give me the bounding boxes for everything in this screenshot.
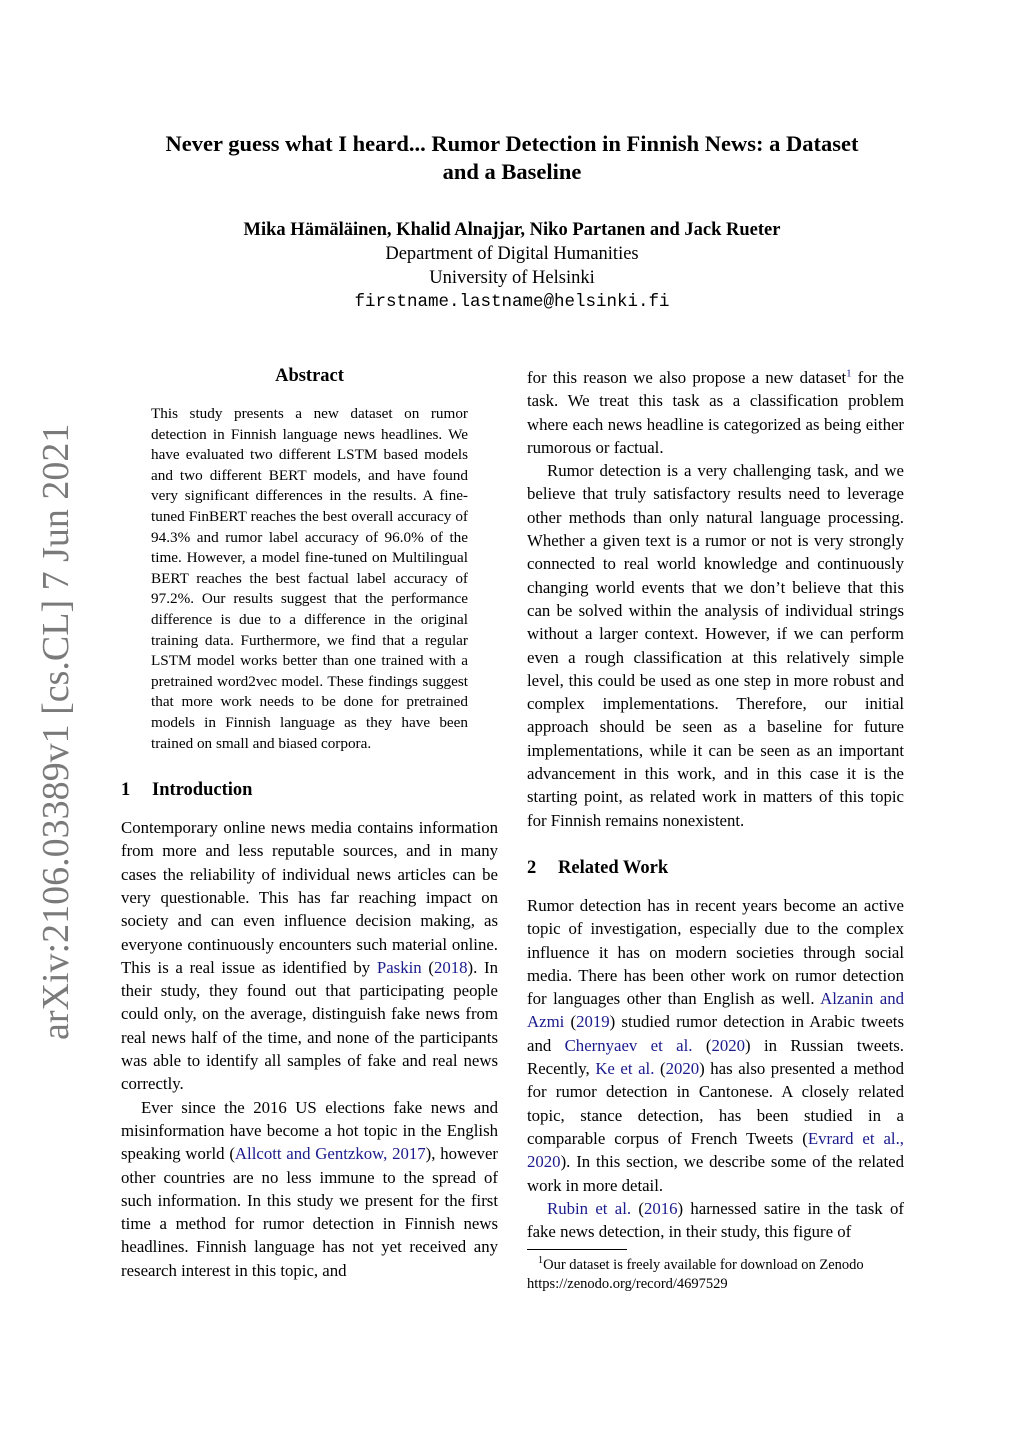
section-heading-introduction (121, 778, 498, 802)
citation-year-link[interactable]: 2020 (665, 1059, 700, 1079)
citation-link[interactable]: Paskin (376, 957, 422, 977)
section-heading-related-work (527, 856, 904, 880)
text-run: ). In this section, we describe some of the related work in more detail. (527, 1152, 904, 1195)
citation-link[interactable]: Allcott and Gentzkow, 2017 (234, 1144, 426, 1164)
text-run: for the task. We treat this task as a classification problem where each news headline is categorized as being either rumorous or factual. (527, 368, 904, 457)
text-run: ) has also presented a method for rumor detection in Cantonese. A closely related topic, stance detection, has been studied in a comparable corpus of French Tweets ( (527, 1059, 904, 1148)
abstract-heading: Abstract (275, 366, 344, 386)
section-number: 2 (527, 857, 537, 878)
email-address: firstname.lastname@helsinki.fi (354, 292, 670, 312)
intro-paragraph-3 (527, 366, 904, 459)
text-run: ). In their study, they found out that participating people could only, on the average, distinguish fake news from real news half of the time, and none of the participants was able to identify all samples of fake and real news correctly. (121, 957, 498, 1094)
title-line-1: Never guess what I heard... Rumor Detection in Finnish News: a Dataset (165, 131, 859, 156)
citation-year-link[interactable]: 2020 (711, 1035, 745, 1055)
author-list: Mika Hämäläinen, Khalid Alnajjar, Niko Partanen and Jack Rueter (243, 220, 781, 240)
section-number: 1 (121, 780, 131, 801)
arxiv-stamp: arXiv:2106.03389v1 [cs.CL] 7 Jun 2021 (35, 423, 77, 1040)
footnote-number: 1 (537, 1255, 544, 1267)
abstract-text: This study presents a new dataset on rumor detection in Finnish language news headlines. We have evaluated two different LSTM based models and two different BERT models, and have found very significant differences in the results. A fine-tuned FinBERT reaches the best overall accuracy of 94.3% and rumor label accuracy of 96.0% of the time. However, a model fine-tuned on Multilingual BERT reaches the best factual label accuracy of 97.2%. Our results suggest that the performance difference is due to a difference in the original training data. Furthermore, we find that a regular LSTM model works better than one trained with a pretrained word2vec model. These findings suggest that more work needs to be done for pretrained models in Finnish language as they have been trained on small and biased corpora. (151, 405, 468, 752)
citation-link[interactable]: Rubin et al. (547, 1198, 632, 1218)
citation-link[interactable]: Alzanin and Azmi (527, 989, 904, 1032)
department: Department of Digital Humanities (385, 244, 639, 264)
citation-link[interactable]: Chernyaev et al. (564, 1035, 693, 1055)
related-paragraph-1: Rumor detection has in recent years become an active topic of investigation, especially due to the complex influence it has on modern societies through social media. There has been other work on rumor detection for languages other than English as well. Alzanin and Azmi (2019) studied rumor detection in Arabic tweets and Chernyaev et al. (2020) in Russian tweets. Recently, Ke et al. (2020) has also presented a method for rumor detection in Cantonese. A closely related topic, stance detection, has been studied in a comparable corpus of French Tweets (Evrard et al., 2020). In this section, we describe some of the related work in more detail. (527, 895, 904, 1195)
intro-paragraph-1: Contemporary online news media contains information from more and less reputable sources, and in many cases the reliability of individual news articles can be very questionable. This has far reaching impact on society and can even influence decision making, as everyone continuously encounters such material online. This is a real issue as identified by Paskin (2018). In their study, they found out that participating people could only, on the average, distinguish fake news from real news half of the time, and none of the participants was able to identify all samples of fake and real news correctly. (121, 818, 498, 1094)
related-paragraph-2: Rubin et al. (2016) harnessed satire in the task of fake news detection, in their study, this figure of (527, 1198, 904, 1242)
text-run: Rumor detection has in recent years become an active topic of investigation, especially due to the complex influence it has on modern societies through social media. There has been other work on rumor detection for languages other than English as well. (527, 895, 904, 1009)
footnote-text: Our dataset is freely available for download on Zenodo (543, 1257, 864, 1274)
footnote-line-1 (527, 1256, 904, 1275)
text-run: ) harnessed satire in the task of fake news detection, in their study, this figure of (527, 1198, 904, 1242)
text-run: ), however other countries are no less immune to the spread of such information. In this study we present for the first time a method for rumor detection in Finnish news headlines. Finnish language has not yet received any research interest in this topic, and (121, 1144, 498, 1280)
university: University of Helsinki (429, 268, 595, 288)
title-line-2: and a Baseline (442, 159, 582, 184)
footnote-divider (527, 1249, 627, 1250)
footnote (527, 1256, 904, 1294)
footnote-url[interactable]: https://zenodo.org/record/4697529 (527, 1276, 728, 1293)
text-run: ) in Russian tweets. Recently, (527, 1035, 904, 1079)
paper-title (100, 130, 924, 186)
left-column (121, 362, 498, 1282)
text-run: for this reason we also propose a new dataset (527, 368, 847, 387)
text-run: ) studied rumor detection in Arabic tweets and (527, 1012, 904, 1055)
text-run: Ever since the 2016 US elections fake news and misinformation have become a hot topic in the English speaking world ( (121, 1097, 498, 1164)
intro-paragraph-2 (121, 1096, 498, 1282)
citation-year-link[interactable]: 2016 (643, 1198, 678, 1218)
text-run: Contemporary online news media contains information from more and less reputable sources, and in many cases the reliability of individual news articles can be very questionable. This has far reaching impact on society and can even influence decision making, as everyone continuously encounters such material online. This is a real issue as identified by (121, 818, 498, 977)
intro-paragraph-4: Rumor detection is a very challenging task, and we believe that truly satisfactory results need to leverage other methods than only natural language processing. Whether a given text is a rumor or not is very strongly connected to real world knowledge and continuously changing world events that we don’t believe that this can be solved within the analysis of individual strings without a larger context. However, if we can perform even a rough classification at this relatively simple level, this could be used as one step in more robust and complex implementations. Therefore, our initial approach should be seen as a baseline for future implementations, while it can be seen as an important advancement in this work, and in this case it is the starting point, as related work in matters of this topic for Finnish remains nonexistent. (527, 461, 904, 830)
citation-link[interactable]: Evrard et al., 2020 (527, 1128, 904, 1172)
section-title: Related Work (558, 857, 669, 878)
right-column (527, 366, 904, 1294)
citation-year-link[interactable]: 2018 (433, 957, 468, 977)
section-title: Introduction (152, 780, 253, 801)
citation-year-link[interactable]: 2019 (576, 1012, 610, 1032)
citation-link[interactable]: Ke et al. (595, 1059, 655, 1079)
footnote-marker[interactable]: 1 (846, 368, 852, 380)
